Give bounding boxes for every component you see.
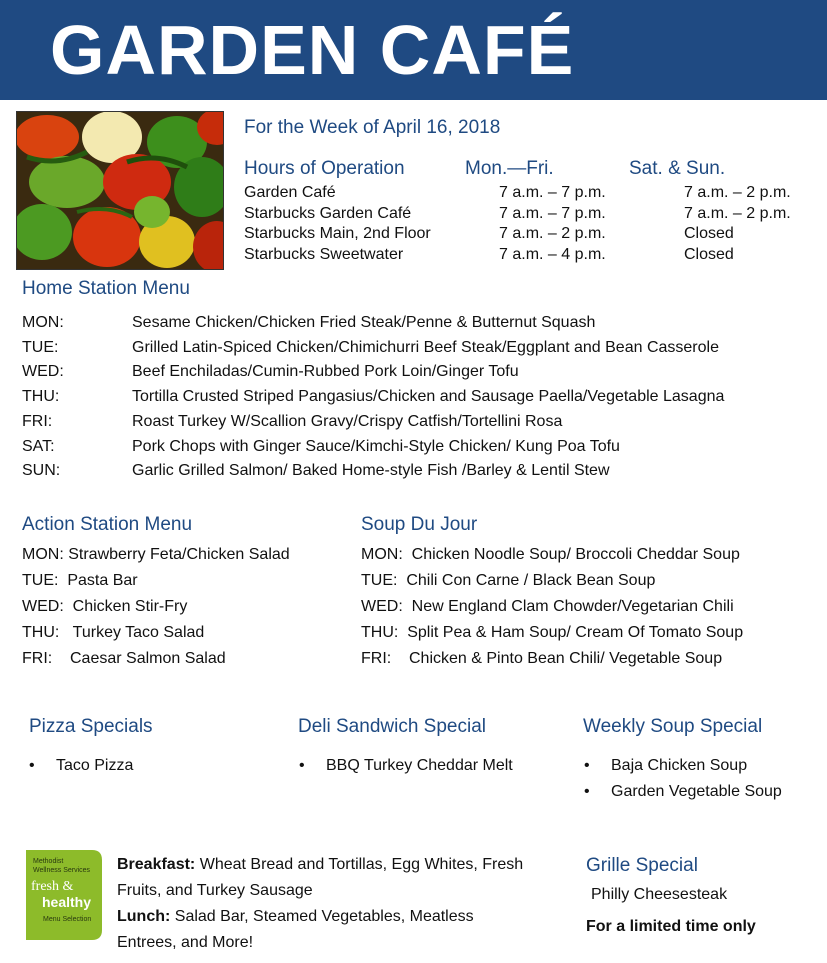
menu-meal: Garlic Grilled Salmon/ Baked Home-style Fish /Barley & Lentil Stew	[132, 462, 610, 479]
grille-special-title: Grille Special	[586, 855, 698, 876]
pizza-specials-title: Pizza Specials	[29, 716, 153, 737]
lunch-text: Salad Bar, Steamed Vegetables, Meatless Entrees, and More!	[117, 908, 474, 951]
menu-meal: Split Pea & Ham Soup/ Cream Of Tomato Soup	[407, 624, 744, 641]
list-item-text: Baja Chicken Soup	[611, 757, 748, 774]
hours-row	[244, 225, 819, 246]
menu-day: SUN:	[22, 462, 61, 479]
grille-special-item: Philly Cheesesteak	[591, 886, 728, 903]
hours-location: Starbucks Garden Café	[244, 205, 412, 222]
menu-day: TUE:	[22, 339, 59, 356]
menu-meal: New England Clam Chowder/Vegetarian Chili	[411, 598, 734, 615]
lunch-label: Lunch:	[117, 908, 171, 925]
menu-meal: Caesar Salmon Salad	[70, 650, 226, 667]
home-station-title: Home Station Menu	[22, 278, 190, 299]
breakfast-label: Breakfast:	[117, 856, 196, 873]
hours-location: Starbucks Main, 2nd Floor	[244, 225, 431, 242]
hours-weekday: 7 a.m. – 2 p.m.	[499, 225, 606, 242]
menu-day: THU:	[22, 624, 60, 641]
menu-row	[22, 598, 187, 622]
menu-day: SAT:	[22, 438, 55, 455]
menu-meal: Turkey Taco Salad	[72, 624, 205, 641]
hours-weekend: 7 a.m. – 2 p.m.	[684, 205, 791, 222]
menu-meal: Pork Chops with Ginger Sauce/Kimchi-Style Chicken/ Kung Poa Tofu	[132, 438, 620, 455]
bullet-icon: •	[29, 757, 35, 774]
menu-day: FRI:	[22, 413, 53, 430]
action-station-title: Action Station Menu	[22, 514, 193, 535]
menu-day: WED:	[361, 598, 403, 615]
list-item-text: BBQ Turkey Cheddar Melt	[326, 757, 513, 774]
bullet-icon: •	[584, 783, 590, 800]
hours-weekend: 7 a.m. – 2 p.m.	[684, 184, 791, 201]
fresh-healthy-logo	[26, 850, 102, 940]
menu-row	[22, 546, 290, 570]
hours-weekday: 7 a.m. – 7 p.m.	[499, 205, 606, 222]
grille-special-note: For a limited time only	[586, 918, 756, 935]
menu-meal: Chicken & Pinto Bean Chili/ Vegetable Soup	[409, 650, 723, 667]
breakfast-text: Wheat Bread and Tortillas, Egg Whites, Fresh Fruits, and Turkey Sausage	[117, 856, 524, 899]
hours-row	[244, 184, 819, 205]
menu-row	[361, 650, 722, 674]
menu-row	[22, 650, 226, 674]
hours-weekday-header: Mon.—Fri.	[465, 158, 554, 179]
menu-meal: Chicken Noodle Soup/ Broccoli Cheddar Soup	[411, 546, 740, 563]
menu-row	[361, 546, 740, 570]
list-item-text: Taco Pizza	[56, 757, 134, 774]
breakfast-info	[117, 852, 537, 904]
hours-title: Hours of Operation	[244, 158, 405, 179]
menu-day: THU:	[361, 624, 399, 641]
menu-day: TUE:	[361, 572, 398, 589]
menu-meal: Chili Con Carne / Black Bean Soup	[406, 572, 656, 589]
bullet-icon: •	[584, 757, 590, 774]
lunch-info	[117, 904, 537, 956]
menu-row	[22, 572, 138, 596]
peppers-image	[17, 112, 224, 270]
menu-meal: Roast Turkey W/Scallion Gravy/Crispy Catfish/Tortellini Rosa	[132, 413, 563, 430]
logo-line2: Wellness Services	[33, 867, 91, 874]
bullet-icon: •	[299, 757, 305, 774]
menu-meal: Strawberry Feta/Chicken Salad	[68, 546, 290, 563]
logo-line1: Methodist	[33, 858, 64, 865]
logo-line5: Menu Selection	[43, 916, 92, 923]
logo-line3: fresh &	[31, 879, 74, 894]
peppers-photo	[16, 111, 224, 270]
menu-meal: Pasta Bar	[67, 572, 138, 589]
menu-row	[22, 624, 204, 648]
meal-info	[117, 852, 537, 956]
week-label: For the Week of April 16, 2018	[244, 117, 501, 138]
menu-day: MON:	[22, 546, 64, 563]
hours-weekend: Closed	[684, 225, 734, 242]
menu-row	[361, 572, 655, 596]
hours-row	[244, 205, 819, 226]
menu-day: WED:	[22, 598, 64, 615]
hours-weekday: 7 a.m. – 7 p.m.	[499, 184, 606, 201]
soup-du-jour-title: Soup Du Jour	[361, 514, 478, 535]
hours-location: Starbucks Sweetwater	[244, 246, 404, 263]
logo-line4: healthy	[42, 894, 92, 910]
menu-meal: Sesame Chicken/Chicken Fried Steak/Penne & Butternut Squash	[132, 314, 596, 331]
menu-meal: Tortilla Crusted Striped Pangasius/Chicken and Sausage Paella/Vegetable Lasagna	[132, 388, 725, 405]
menu-day: FRI:	[22, 650, 53, 667]
hours-weekday: 7 a.m. – 4 p.m.	[499, 246, 606, 263]
list-item-text: Garden Vegetable Soup	[611, 783, 782, 800]
header-banner	[0, 0, 827, 100]
menu-day: MON:	[22, 314, 64, 331]
menu-meal: Chicken Stir-Fry	[72, 598, 188, 615]
menu-meal: Beef Enchiladas/Cumin-Rubbed Pork Loin/Ginger Tofu	[132, 363, 519, 380]
hours-location: Garden Café	[244, 184, 336, 201]
weekly-soup-title: Weekly Soup Special	[583, 716, 763, 737]
menu-day: THU:	[22, 388, 60, 405]
menu-meal: Grilled Latin-Spiced Chicken/Chimichurri Beef Steak/Eggplant and Bean Casserole	[132, 339, 719, 356]
menu-row	[361, 598, 734, 622]
deli-special-title: Deli Sandwich Special	[298, 716, 486, 737]
menu-day: MON:	[361, 546, 403, 563]
menu-row	[361, 624, 743, 648]
hours-row	[244, 246, 819, 267]
hours-weekend: Closed	[684, 246, 734, 263]
page-title: GARDEN CAFÉ	[50, 11, 575, 89]
menu-day: FRI:	[361, 650, 392, 667]
menu-day: TUE:	[22, 572, 59, 589]
hours-weekend-header: Sat. & Sun.	[629, 158, 726, 179]
menu-day: WED:	[22, 363, 64, 380]
